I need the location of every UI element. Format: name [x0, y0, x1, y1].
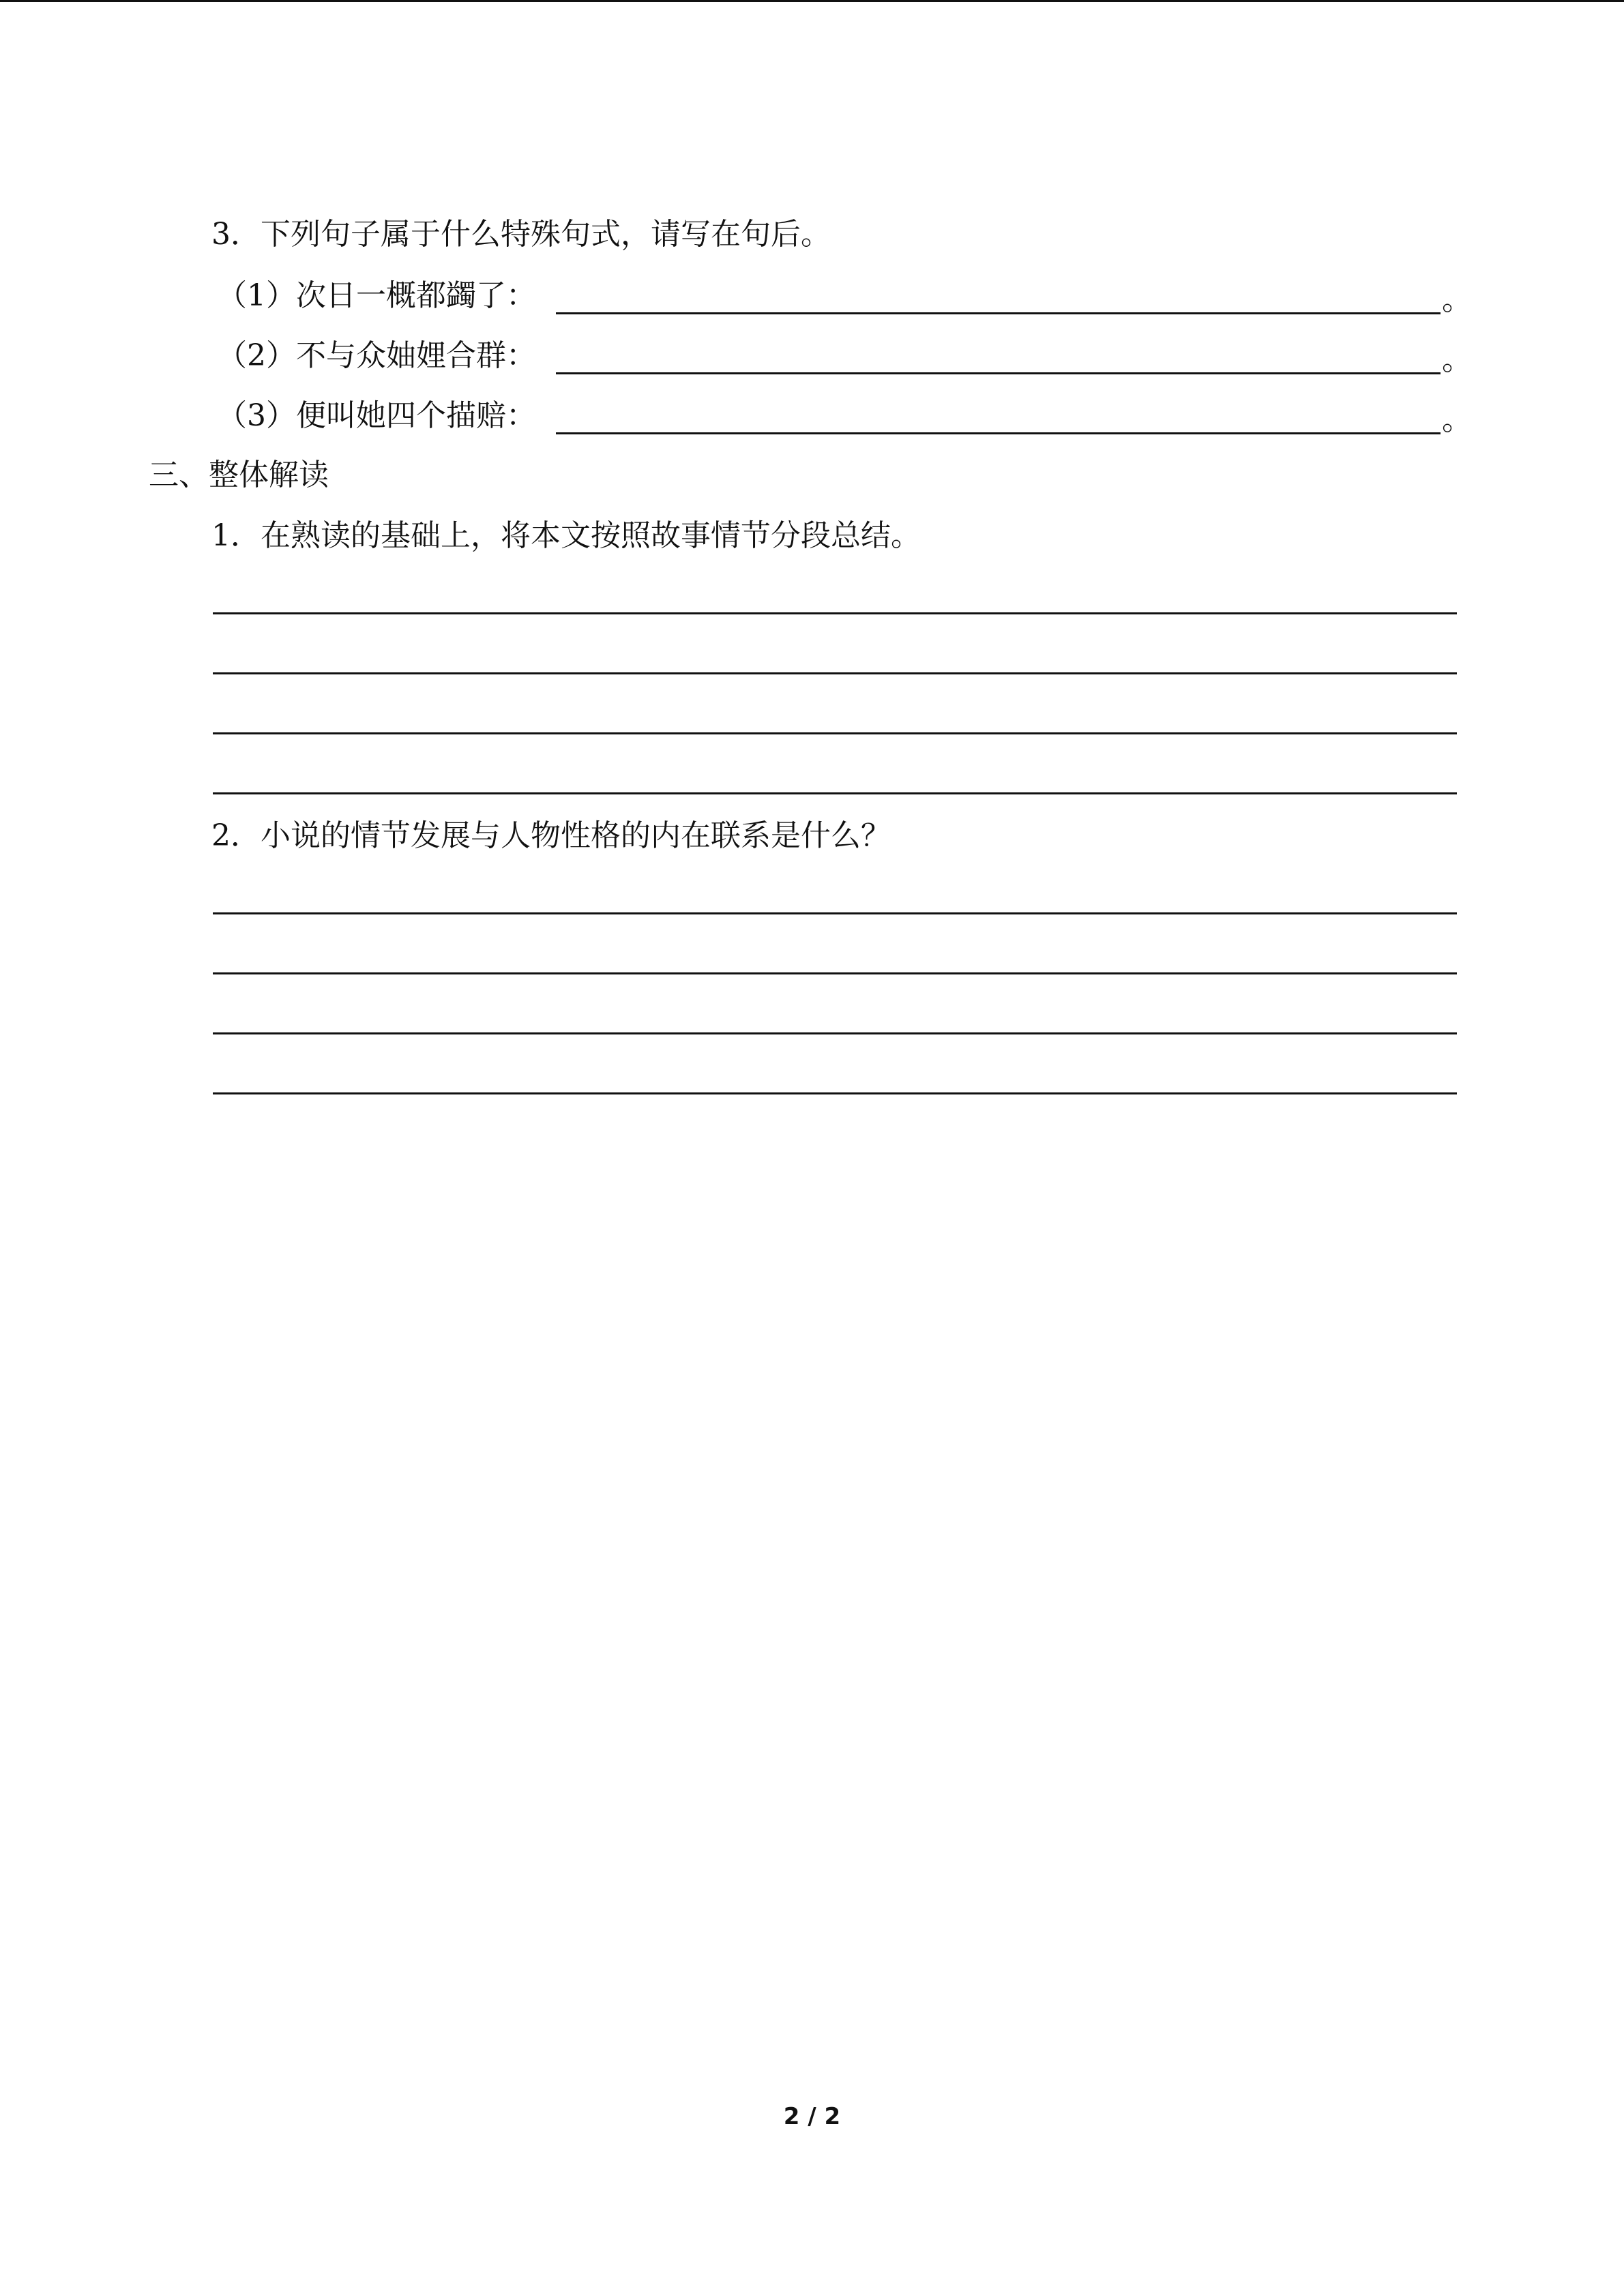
question-3-item-1-answer-line[interactable]	[556, 312, 1441, 314]
section-3-question-2-answer-line-4[interactable]	[213, 1092, 1457, 1094]
section-3-heading: 三、整体解读	[149, 458, 329, 492]
section-3-question-1-answer-line-1[interactable]	[213, 612, 1457, 614]
question-3-item-2-period: 。	[1442, 342, 1472, 377]
section-3-question-2-answer-line-1[interactable]	[213, 912, 1457, 914]
section-3-question-2-answer-line-2[interactable]	[213, 972, 1457, 974]
page-top-border	[0, 0, 1624, 2]
section-3-question-1-answer-line-4[interactable]	[213, 792, 1457, 794]
question-3-item-3-answer-line[interactable]	[556, 432, 1441, 434]
question-3-item-3-label: （3）便叫她四个描赔：	[217, 398, 536, 433]
question-3-item-2-label: （2）不与众妯娌合群：	[217, 338, 536, 373]
question-3-prompt: 3．下列句子属于什么特殊句式，请写在句后。	[211, 217, 831, 252]
section-3-question-2-answer-line-3[interactable]	[213, 1032, 1457, 1034]
question-3-item-1-period: 。	[1442, 282, 1472, 317]
section-3-question-2-prompt: 2．小说的情节发展与人物性格的内在联系是什么？	[211, 818, 891, 853]
question-3-item-1-label: （1）次日一概都蠲了：	[217, 278, 536, 313]
section-3-question-1-prompt: 1．在熟读的基础上，将本文按照故事情节分段总结。	[211, 518, 921, 553]
section-3-question-1-answer-line-2[interactable]	[213, 672, 1457, 674]
section-3-question-1-answer-line-3[interactable]	[213, 732, 1457, 734]
question-3-item-3-period: 。	[1442, 402, 1472, 437]
question-3-item-2-answer-line[interactable]	[556, 372, 1441, 374]
page-number: 2 / 2	[783, 2103, 841, 2130]
